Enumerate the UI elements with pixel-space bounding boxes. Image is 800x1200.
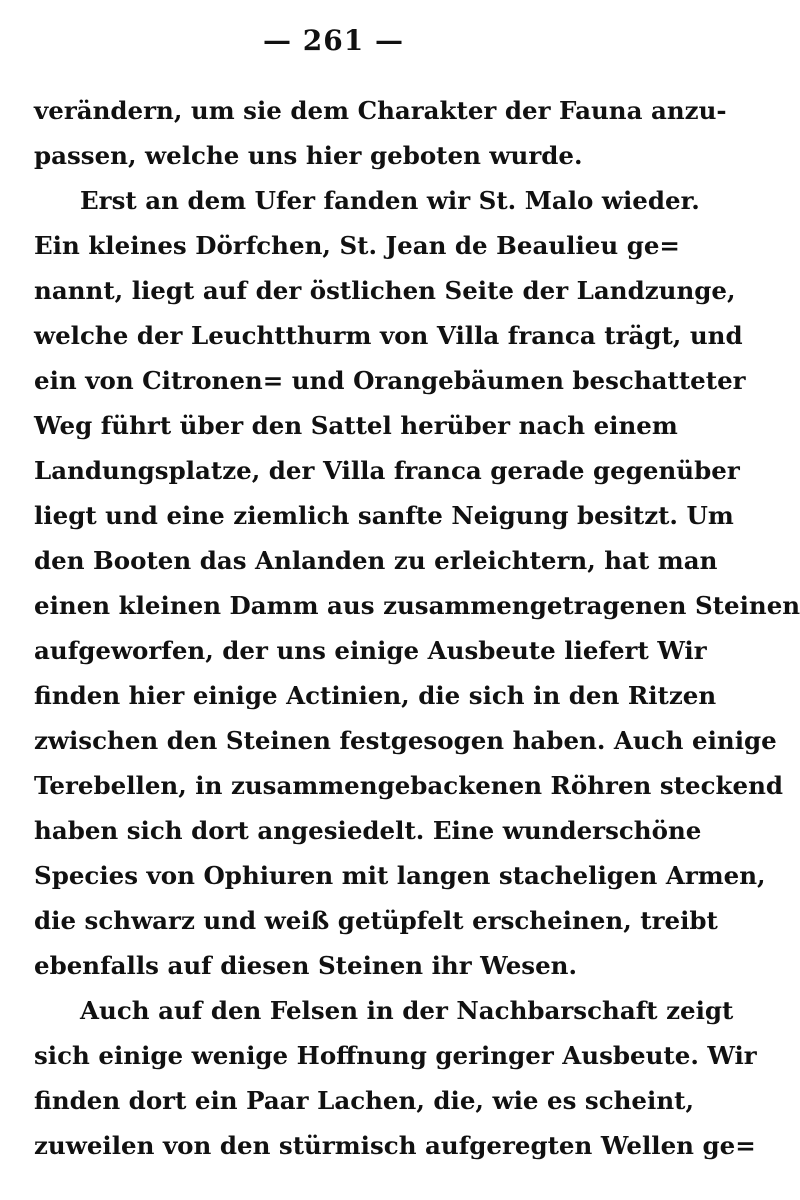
text-line: verändern, um sie dem Charakter der Fauna anzu- [34, 96, 727, 125]
page-number: — 261 — [263, 24, 404, 57]
text-line: zwischen den Steinen festgesogen haben. Auch einige [34, 726, 777, 755]
text-line: einen kleinen Damm aus zusammengetragenen Steinen [34, 591, 800, 620]
text-line: zuweilen von den stürmisch aufgeregten Wellen ge= [34, 1131, 756, 1160]
text-line: finden hier einige Actinien, die sich in den Ritzen [34, 681, 717, 710]
text-line: welche der Leuchtthurm von Villa franca trägt, und [34, 321, 743, 350]
text-line: die schwarz und weiß getüpfelt erscheinen, treibt [34, 906, 718, 935]
text-line: Species von Ophiuren mit langen stacheligen Armen, [34, 861, 766, 890]
text-line: finden dort ein Paar Lachen, die, wie es scheint, [34, 1086, 694, 1115]
text-line: Weg führt über den Sattel herüber nach einem [34, 411, 678, 440]
text-line: aufgeworfen, der uns einige Ausbeute liefert Wir [34, 636, 707, 665]
text-line: liegt und eine ziemlich sanfte Neigung besitzt. Um [34, 501, 734, 530]
text-line: ein von Citronen= und Orangebäumen beschatteter [34, 366, 746, 395]
text-line: den Booten das Anlanden zu erleichtern, hat man [34, 546, 718, 575]
paragraph-first-line: Auch auf den Felsen in der Nachbarschaft zeigt [80, 996, 734, 1025]
text-line: ebenfalls auf diesen Steinen ihr Wesen. [34, 951, 578, 980]
paragraph-first-line: Erst an dem Ufer fanden wir St. Malo wieder. [80, 186, 700, 215]
text-line: Ein kleines Dörfchen, St. Jean de Beaulieu ge= [34, 231, 680, 260]
text-line: Terebellen, in zusammengebackenen Röhren steckend [34, 771, 784, 800]
text-line: haben sich dort angesiedelt. Eine wunderschöne [34, 816, 702, 845]
text-line: passen, welche uns hier geboten wurde. [34, 141, 583, 170]
text-line: sich einige wenige Hoffnung geringer Ausbeute. Wir [34, 1041, 757, 1070]
text-line: nannt, liegt auf der östlichen Seite der Landzunge, [34, 276, 736, 305]
text-line: Landungsplatze, der Villa franca gerade gegenüber [34, 456, 740, 485]
